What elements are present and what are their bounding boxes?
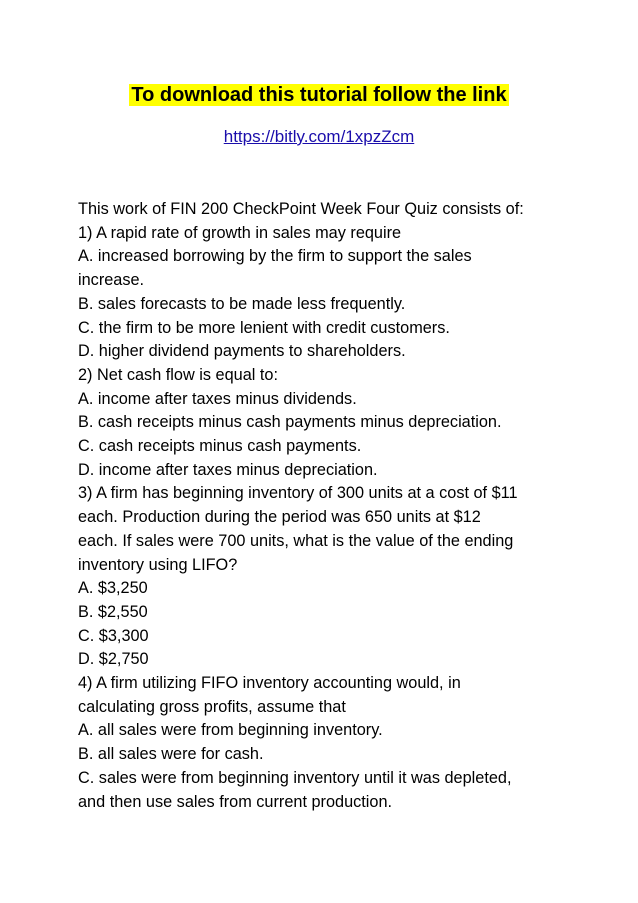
quiz-content — [78, 198, 578, 814]
question-3-option-d: D. $2,750 — [78, 650, 149, 669]
question-3-option-c: C. $3,300 — [78, 626, 149, 645]
highlighted-title-text: To download this tutorial follow the link — [131, 84, 507, 106]
question-1-option-c: C. the firm to be more lenient with credit customers. — [78, 318, 450, 337]
question-4-option-c: C. sales were from beginning inventory until it was depleted, — [78, 768, 512, 787]
question-4: 4) A firm utilizing FIFO inventory accounting would, in — [78, 674, 461, 693]
question-4-option-b: B. all sales were for cash. — [78, 745, 264, 764]
question-4-option-a: A. all sales were from beginning inventory. — [78, 721, 383, 740]
question-2-option-d: D. income after taxes minus depreciation. — [78, 460, 378, 479]
question-3-option-a: A. $3,250 — [78, 579, 148, 598]
question-2-option-b: B. cash receipts minus cash payments minus depreciation. — [78, 413, 502, 432]
question-3-continued-2: each. If sales were 700 units, what is the value of the ending — [78, 531, 514, 550]
intro-line: This work of FIN 200 CheckPoint Week Four Quiz consists of: — [78, 200, 524, 218]
question-3: 3) A firm has beginning inventory of 300 units at a cost of $11 — [78, 484, 518, 503]
question-1: 1) A rapid rate of growth in sales may require — [78, 223, 402, 242]
question-2-option-c: C. cash receipts minus cash payments. — [78, 437, 362, 456]
question-4-option-c-continued: and then use sales from current production. — [78, 792, 393, 811]
question-4-continued: calculating gross profits, assume that — [78, 697, 346, 716]
question-2-option-a: A. income after taxes minus dividends. — [78, 389, 357, 408]
question-1-option-a-continued: increase. — [78, 271, 145, 290]
question-1-option-b: B. sales forecasts to be made less frequently. — [78, 294, 406, 313]
question-3-continued-3: inventory using LIFO? — [78, 555, 238, 574]
question-1-option-d: D. higher dividend payments to shareholders. — [78, 342, 406, 361]
question-3-option-b: B. $2,550 — [78, 602, 148, 621]
page-title — [0, 82, 638, 108]
question-1-option-a: A. increased borrowing by the firm to support the sales — [78, 247, 472, 266]
question-3-continued-1: each. Production during the period was 650 units at $12 — [78, 508, 481, 527]
question-2: 2) Net cash flow is equal to: — [78, 365, 278, 384]
tutorial-link[interactable]: https://bitly.com/1xpzZcm — [223, 127, 415, 146]
